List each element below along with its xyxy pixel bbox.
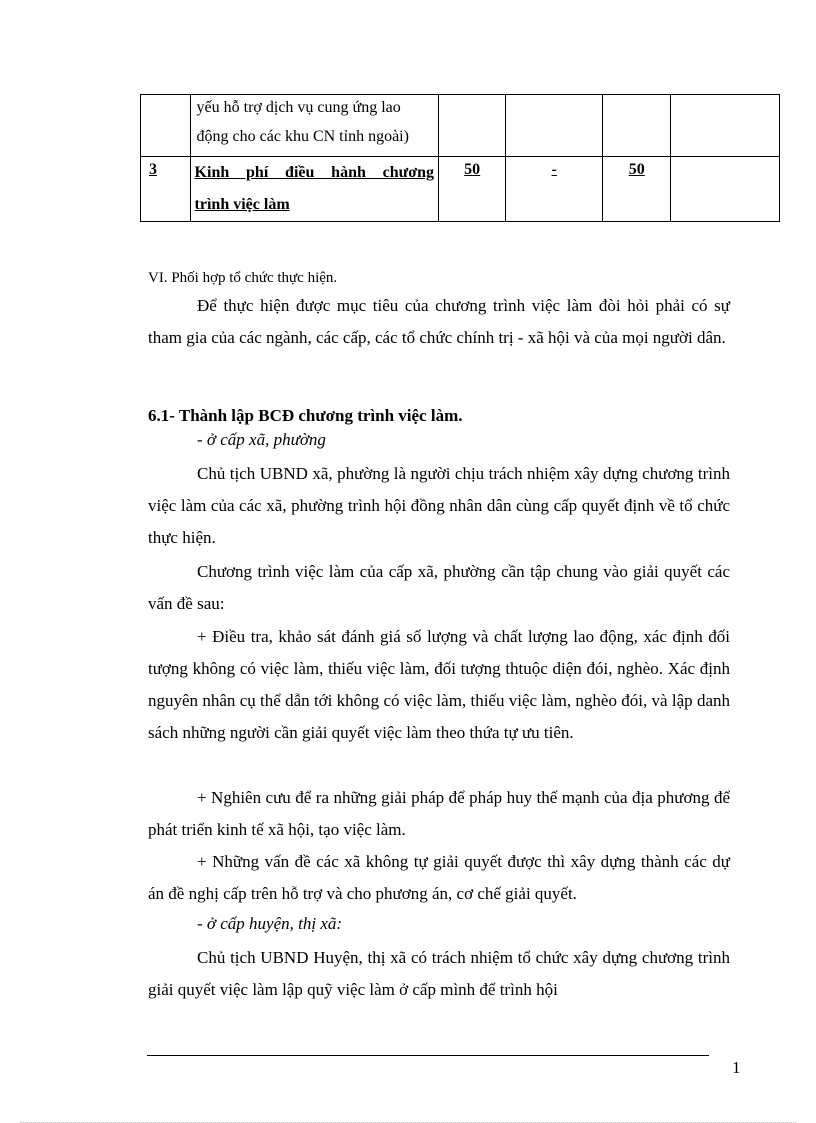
section-vi-heading: VI. Phối hợp tổ chức thực hiện. xyxy=(148,270,338,286)
paragraph-research: + Nghiên cưu để ra những giải pháp để pháp huy thế mạnh của địa phương để phát triển kinh tế xã hội, tạo việc làm. xyxy=(148,788,730,839)
row2-stt: 3 xyxy=(149,161,157,178)
paragraph-commune-program: Chương trình việc làm của cấp xã, phường cần tập chung vào giải quyết các vấn đề sau: xyxy=(148,562,730,613)
budget-table xyxy=(140,94,780,222)
paragraph-survey: + Điều tra, khảo sát đánh giá số lượng và chất lượng lao động, xác định đối tượng không có việc làm, thiếu việc làm, đối tượng thtuộc diện đói, nghèo. Xác định nguyên nhân cụ thể dẫn tới không có việc làm, thiếu việc làm, nghèo đói, và lập danh sách những người cần giải quyết việc làm theo thứa tự ưu tiên. xyxy=(148,627,730,742)
table-row xyxy=(141,157,780,222)
paragraph-district-chair: Chủ tịch UBND Huyện, thị xã có trách nhiệm tổ chức xây dựng chương trình giải quyết việc làm lập quỹ việc làm ở cấp mình để trình hội xyxy=(148,948,730,999)
section-61-heading: 6.1- Thành lập BCĐ chương trình việc làm. xyxy=(148,406,463,425)
section-vi-paragraph: Để thực hiện được mục tiêu của chương trình việc làm đòi hỏi phải có sự tham gia của các ngành, các cấp, các tổ chức chính trị - xã hội và của mọi người dân. xyxy=(148,296,730,347)
paragraph-projects: + Những vấn đề các xã không tự giải quyết được thì xây dựng thành các dự án đề nghị cấp trên hỗ trợ và cho phương án, cơ chế giải quyết. xyxy=(148,852,730,903)
row2-desc-line2: trình việc làm xyxy=(194,196,290,213)
footer-rule xyxy=(147,1055,709,1056)
sub-commune-label: - ở cấp xã, phường xyxy=(197,430,326,449)
page-number: 1 xyxy=(732,1058,741,1077)
row2-desc-line1: Kinh phí điều hành chương xyxy=(194,164,435,181)
paragraph-commune-chair: Chủ tịch UBND xã, phường là người chịu trách nhiệm xây dựng chương trình việc làm của các xã, phường trình hội đồng nhân dân cùng cấp quyết định về tổ chức thực hiện. xyxy=(148,464,730,547)
row1-desc-line2: động cho các khu CN tỉnh ngoài) xyxy=(196,128,409,145)
row2-col-b: - xyxy=(551,161,557,178)
row2-col-c: 50 xyxy=(628,161,645,178)
sub-district-label: - ở cấp huyện, thị xã: xyxy=(197,914,343,933)
row1-desc-line1: yếu hỗ trợ dịch vụ cung ứng lao xyxy=(196,99,401,116)
table-row xyxy=(141,95,780,157)
row2-col-a: 50 xyxy=(464,161,481,178)
